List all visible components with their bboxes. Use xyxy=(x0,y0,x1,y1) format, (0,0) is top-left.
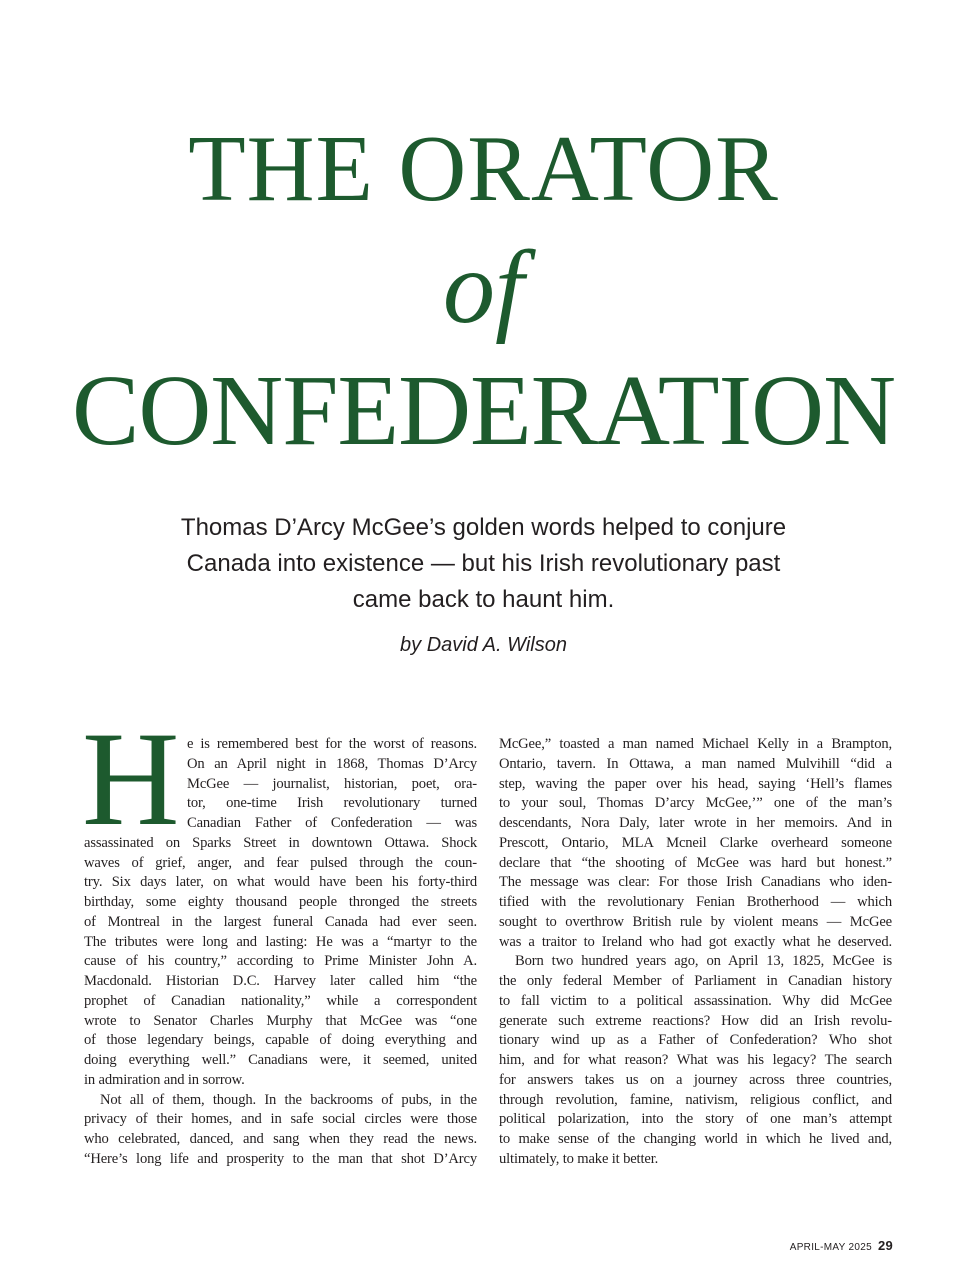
body-text-line: the only federal Member of Parliament in Canadian history xyxy=(499,973,892,989)
body-text-line: e is remembered best for the worst of reasons. xyxy=(187,736,477,752)
body-text-line: birthday, some eighty thousand people thronged the streets xyxy=(84,894,477,910)
body-text-line: descendants, Nora Daly, later wrote in her memoirs. And in xyxy=(499,815,892,831)
body-text-line: in admiration and in sorrow. xyxy=(84,1071,245,1088)
title-line-1: THE ORATOR xyxy=(188,117,779,221)
body-text-line: privacy of their homes, and in safe social circles were those xyxy=(84,1111,477,1128)
body-text-line: generate such extreme reactions? How did an Irish revolu- xyxy=(499,1012,892,1029)
byline: by David A. Wilson xyxy=(400,634,567,656)
title-line-2: of xyxy=(443,230,524,345)
body-text-line: political polarization, into the story of one man’s attempt xyxy=(499,1111,892,1128)
body-text-line: McGee,” toasted a man named Michael Kelly in a Brampton, xyxy=(499,736,892,752)
page-number: 29 xyxy=(877,1238,893,1253)
body-text-line: prophet of Canadian nationality,” while a correspondent xyxy=(84,992,477,1009)
body-text-line: tified with the revolutionary Fenian Brotherhood — which xyxy=(499,894,892,910)
title-line-3: CONFEDERATION xyxy=(71,354,896,466)
body-text-line: On an April night in 1868, Thomas D’Arcy xyxy=(187,755,477,772)
body-text-line: assassinated on Sparks Street in downtown Ottawa. Shock xyxy=(84,834,477,851)
body-text-line: try. Six days later, on what would have been his forty-third xyxy=(84,874,477,891)
body-text-line: to make sense of the changing world in which he lived and, xyxy=(499,1131,892,1147)
subtitle-line: Thomas D’Arcy McGee’s golden words helped to conjure xyxy=(180,514,787,541)
body-column-2 xyxy=(499,735,892,1170)
body-text-line: to your soul, Thomas D’arcy McGee,’” one of the man’s xyxy=(499,795,892,812)
body-text-line: wrote to Senator Charles Murphy that McGee was “one xyxy=(84,1012,477,1029)
body-text-line: through revolution, famine, nativism, religious conflict, and xyxy=(499,1091,892,1108)
body-text-line: of those legendary beings, capable of doing everything and xyxy=(84,1032,477,1049)
subtitle xyxy=(0,510,967,618)
body-text-line: Not all of them, though. In the backrooms of pubs, in the xyxy=(100,1091,477,1108)
body-text-line: doing everything well.” Canadians were, it seemed, united xyxy=(84,1052,477,1068)
body-text-line: cause of his country,” according to Prime Minister John A. xyxy=(84,953,477,970)
body-text-line: step, waving the paper over his head, saying ‘Hell’s flames xyxy=(499,775,892,792)
body-text-line: Canadian Father of Confederation — was xyxy=(187,815,477,831)
body-text-line: waves of grief, anger, and fear pulsed through the coun- xyxy=(84,854,477,871)
page-footer xyxy=(790,1238,893,1253)
body-text-line: Ontario, tavern. In Ottawa, a man named Mulvihill “did a xyxy=(499,755,892,772)
body-text-line: “Here’s long life and prosperity to the man that shot D’Arcy xyxy=(84,1150,477,1167)
issue-date: APRIL-MAY 2025 xyxy=(789,1242,872,1253)
body-text-line: Prescott, Ontario, MLA Mcneil Clarke overheard someone xyxy=(499,834,892,851)
subtitle-line: came back to haunt him. xyxy=(352,586,615,613)
body-text-line: him, and for what reason? What was his legacy? The search xyxy=(499,1052,892,1068)
body-text-line: for answers takes us on a journey across three countries, xyxy=(499,1071,892,1088)
body-text-line: The message was clear: For those Irish Canadians who iden- xyxy=(499,874,892,891)
body-text-line: tor, one-time Irish revolutionary turned xyxy=(187,795,477,812)
body-text-line: McGee — journalist, historian, poet, ora- xyxy=(187,775,477,792)
body-text-line: ultimately, to make it better. xyxy=(499,1150,659,1167)
body-text-line: was a traitor to Ireland who had got exactly what he deserved. xyxy=(499,933,892,950)
body-text-line: sought to overthrow British rule by violent means — McGee xyxy=(499,913,892,930)
body-text-line: The tributes were long and lasting: He was a “martyr to the xyxy=(84,933,477,950)
body-text-line: to fall victim to a political assassination. Why did McGee xyxy=(499,992,892,1009)
subtitle-line: Canada into existence — but his Irish revolutionary past xyxy=(186,550,781,577)
body-column-1 xyxy=(84,735,477,1170)
body-text-line: who celebrated, danced, and sang when they read the news. xyxy=(84,1131,477,1147)
body-text-line: Born two hundred years ago, on April 13, 1825, McGee is xyxy=(515,953,892,970)
body-text-line: Macdonald. Historian D.C. Harvey later called him “the xyxy=(84,973,477,989)
body-text-line: tionary wind up as a Father of Confederation? Who shot xyxy=(499,1032,892,1049)
body-text-line: of Montreal in the largest funeral Canada had ever seen. xyxy=(84,913,477,930)
drop-cap: H xyxy=(82,705,180,854)
body-text-line: declare that “the shooting of McGee was hard but honest.” xyxy=(499,854,892,871)
